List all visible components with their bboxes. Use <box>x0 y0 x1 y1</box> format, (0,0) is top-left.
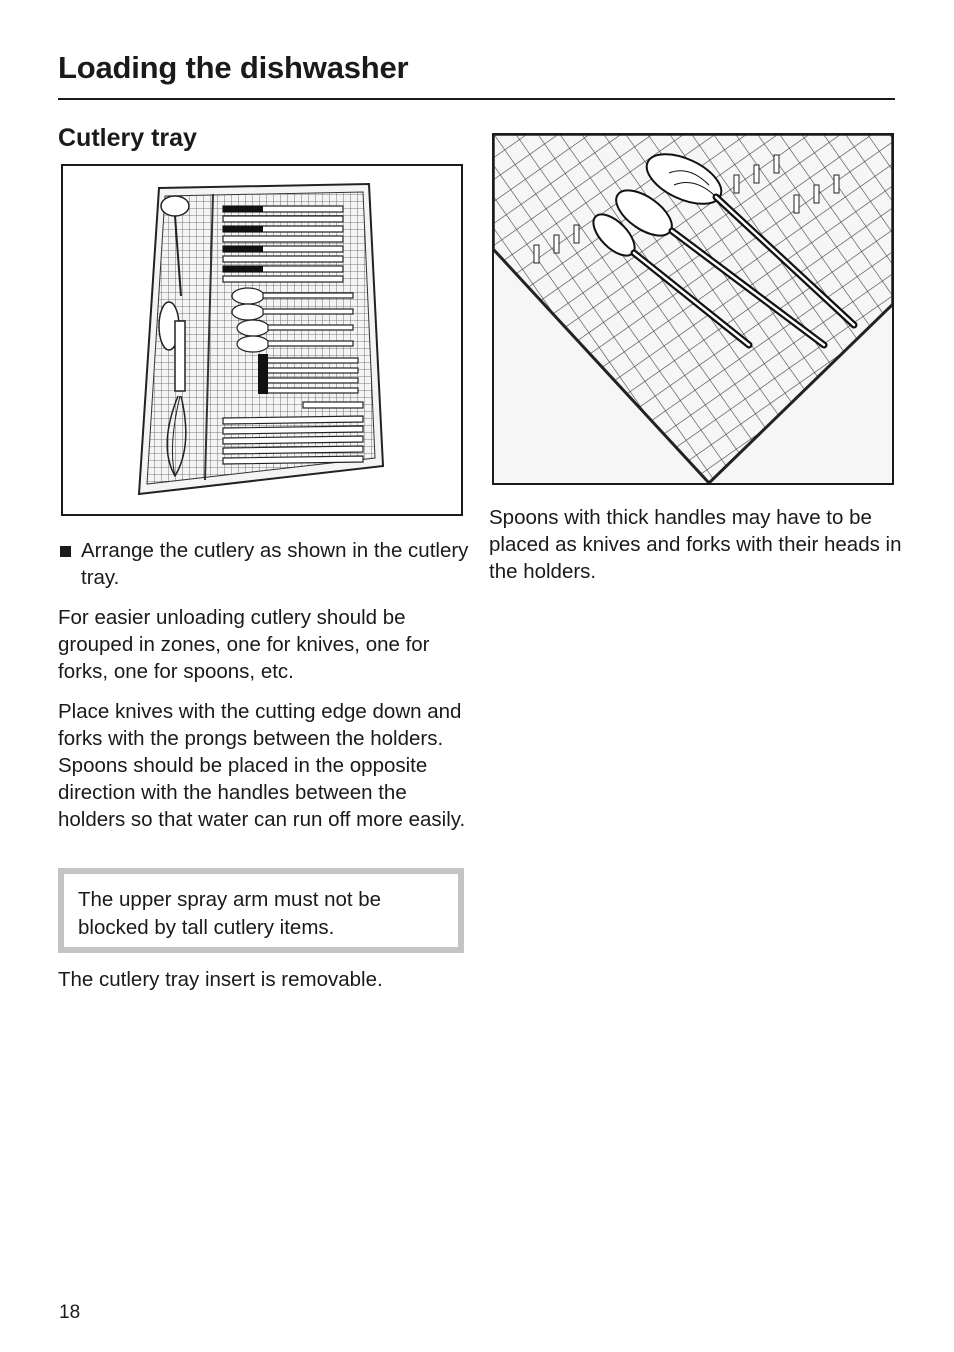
section-heading: Cutlery tray <box>58 124 197 152</box>
cutlery-tray-drawing <box>63 166 461 514</box>
cutlery-tray-closeup-illustration <box>492 133 894 485</box>
paragraph-thick-handles: Spoons with thick handles may have to be placed as knives and forks with their heads in the holders. <box>489 506 902 583</box>
square-bullet-icon <box>60 546 71 557</box>
paragraph-grouping: For easier unloading cutlery should be grouped in zones, one for knives, one for forks, one for spoons, etc. <box>58 606 430 683</box>
warning-note-box <box>58 868 464 953</box>
paragraph-removable: The cutlery tray insert is removable. <box>58 968 383 991</box>
cutlery-closeup-drawing <box>494 135 892 483</box>
page-title: Loading the dishwasher <box>58 50 409 85</box>
cutlery-tray-illustration <box>61 164 463 516</box>
title-divider <box>58 98 895 100</box>
bullet-text: Arrange the cutlery as shown in the cutlery tray. <box>81 539 469 589</box>
page-number: 18 <box>59 1302 81 1323</box>
paragraph-placement: Place knives with the cutting edge down and forks with the prongs between the holders. Spoons should be placed in the opposite direction with the handles between the holders so that water can run off more easily. <box>58 700 466 831</box>
note-text: The upper spray arm must not be blocked by tall cutlery items. <box>78 888 382 939</box>
